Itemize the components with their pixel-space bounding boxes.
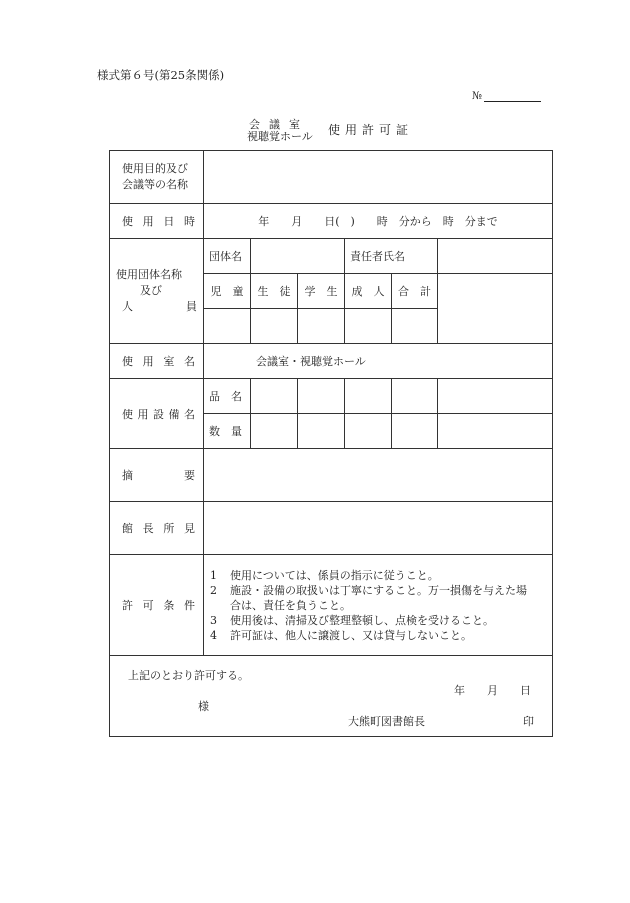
item-field-1[interactable]	[251, 379, 298, 414]
group-name-label: 団体名	[204, 239, 251, 274]
page-title: 使用許可証	[328, 123, 414, 137]
conditions-list	[204, 555, 553, 656]
item-field-5[interactable]	[438, 379, 553, 414]
quantity-label: 数 量	[204, 414, 251, 449]
date-label: 使 用 日 時	[110, 204, 204, 239]
number-field-line[interactable]	[484, 101, 541, 102]
count-students-label: 学 生	[298, 274, 345, 309]
recipient-sama: 様	[198, 700, 209, 713]
responsible-label: 責任者氏名	[345, 239, 438, 274]
condition-item-cont: 合は、責任を負うこと。	[230, 598, 351, 612]
count-adults-field[interactable]	[345, 309, 392, 344]
director-opinion-field[interactable]	[204, 502, 553, 555]
permit-date: 年 月 日	[454, 684, 531, 697]
responsible-field[interactable]	[438, 239, 553, 274]
permit-text: 上記のとおり許可する。	[128, 669, 249, 682]
count-children-field[interactable]	[204, 309, 251, 344]
count-total-field[interactable]	[392, 309, 438, 344]
count-students-field[interactable]	[298, 309, 345, 344]
group-name-field[interactable]	[251, 239, 345, 274]
count-adults-label: 成 人	[345, 274, 392, 309]
conditions-label: 許 可 条 件	[110, 555, 204, 656]
permit-section	[110, 656, 553, 737]
date-field[interactable]: 年 月 日( ) 時 分から 時 分まで	[204, 204, 553, 239]
director-opinion-label: 館 長 所 見	[110, 502, 204, 555]
count-children-label: 児 童	[204, 274, 251, 309]
form-number-label: 様式第６号(第25条関係)	[97, 68, 225, 82]
qty-field-3[interactable]	[345, 414, 392, 449]
summary-label: 摘 要	[110, 449, 204, 502]
purpose-field[interactable]	[204, 151, 553, 204]
room-label: 使 用 室 名	[110, 344, 204, 379]
condition-item: 3 使用後は、清掃及び整理整頓し、点検を受けること。	[210, 613, 494, 627]
title-room: 会議室	[249, 118, 309, 131]
room-value: 会議室・視聴覚ホール	[204, 344, 553, 379]
qty-field-2[interactable]	[298, 414, 345, 449]
permit-form-table	[109, 150, 553, 737]
count-pupils-field[interactable]	[251, 309, 298, 344]
condition-item: 2 施設・設備の取扱いは丁寧にすること。万一損傷を与えた場	[210, 583, 527, 597]
condition-item: 1 使用については、係員の指示に従うこと。	[210, 568, 439, 582]
group-label: 使用団体名称 及び 人 員	[110, 239, 204, 344]
item-field-2[interactable]	[298, 379, 345, 414]
qty-field-5[interactable]	[438, 414, 553, 449]
summary-field[interactable]	[204, 449, 553, 502]
number-label: №	[472, 90, 482, 102]
item-field-4[interactable]	[392, 379, 438, 414]
count-blank	[438, 274, 553, 344]
signer-name: 大熊町図書館長	[348, 715, 425, 728]
purpose-label: 使用目的及び 会議等の名称	[110, 151, 204, 204]
count-total-label: 合 計	[392, 274, 438, 309]
item-field-3[interactable]	[345, 379, 392, 414]
equipment-label: 使 用 設 備 名	[110, 379, 204, 449]
count-pupils-label: 生 徒	[251, 274, 298, 309]
qty-field-4[interactable]	[392, 414, 438, 449]
condition-item: 4 許可証は、他人に譲渡し、又は貸与しないこと。	[210, 628, 472, 642]
qty-field-1[interactable]	[251, 414, 298, 449]
seal-mark: 印	[523, 715, 534, 728]
title-hall: 視聴覚ホール	[247, 130, 313, 143]
item-name-label: 品 名	[204, 379, 251, 414]
